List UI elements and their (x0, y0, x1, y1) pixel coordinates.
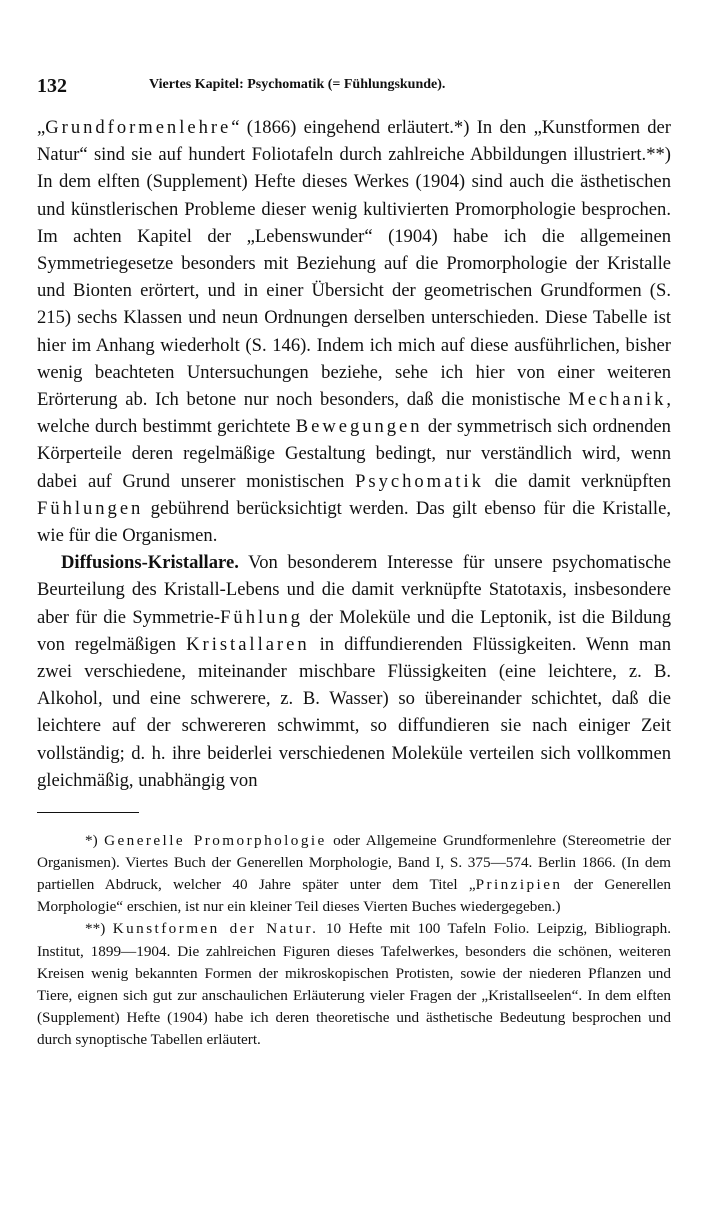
text-segment: der Moleküle und die Leptonik, ist die Bildung von regelmäßigen (37, 606, 672, 655)
spaced-term-kunstformen-der-natur: Kunstformen der Natur. (112, 920, 319, 938)
spaced-term-mechanik: Mechanik (568, 389, 667, 411)
text-segment: 10 Hefte mit 100 Tafeln Folio. Leipzig, Bibliograph. Institut, 1899—1904. Die zahlreichen Figuren dieses Tafelwerkes, besonders die schönen, weiteren Kreisen wenig bekannten Formen der mikroskopischen Protisten, sowie der niederen Pflanzen und Tiere, eignen sich gut zur anschaulichen Erläuterung vieler Fragen der „Kristallseelen“. In dem elften (Supplement) Hefte (1904) habe ich deren theoretische und ästhetische Bedeutung besprochen und durch synoptische Tabellen erläutert. (37, 920, 672, 1048)
text-segment: , welche durch bestimmt gerichtete (37, 389, 671, 438)
footnote-divider (37, 812, 139, 813)
running-head (37, 68, 671, 96)
footnote-marker: **) (85, 920, 113, 938)
spaced-term-grundformenlehre: Grundformenlehre (45, 117, 232, 138)
spaced-term-prinzipien: Prinzipien (475, 876, 563, 894)
text-segment: in diffundierenden Flüssigkeiten. Wenn man zwei verschiedene, miteinander mischbare Flüssigkeiten (eine leichtere, z. B. Alkohol, und eine schwerere, z. B. Wasser) so übereinander schichtet, daß die leichtere auf der schwereren schwimmt, so diffundieren sie nach einiger Zeit vollständig; d. h. ihre beiderlei verschiedenen Moleküle verteilen sich vollkommen gleichmäßig, unabhängig von (37, 633, 671, 791)
paragraph-diffusions-kristallare (37, 549, 671, 794)
text-segment: “ (1866) eingehend erläutert.*) In den „Kunstformen der Natur“ sind sie auf hundert Foliotafeln durch zahlreiche Abbildungen illustriert.**) In dem elften (Supplement) Hefte dieses Werkes (1904) sind auch die ästhetischen und künstlerischen Probleme dieser wenig kultivierten Promorphologie besprochen. Im achten Kapitel der „Lebenswunder“ (1904) habe ich die allgemeinen Symmetriegesetze besonders mit Beziehung auf die Promorphologie der Kristalle und Bionten erörtert, und in einer Übersicht der geometrischen Grundformen (S. 215) sechs Klassen und neun Ordnungen derselben unterschieden. Diese Tabelle ist hier im Anhang wiederholt (S. 146). Indem ich mich auf diese ausführlichen, bisher wenig beachteten Untersuchungen beziehe, sehe ich hier von einer weiteren Erörterung ab. Ich betone nur noch besonders, daß die monistische (37, 117, 671, 411)
spaced-term-bewegungen: Bewegungen (295, 416, 423, 438)
book-page (37, 68, 671, 1051)
text-segment: die damit verknüpften (483, 470, 672, 492)
section-run-in-heading: Diffusions-Kristallare. (61, 552, 239, 574)
paragraph-promorphologie (37, 114, 671, 549)
spaced-term-psychomatik: Psychomatik (355, 470, 484, 492)
text-segment: „ (37, 117, 46, 138)
text-segment: Von besonderem Interesse für unsere psychomatische Beurteilung des Kristall-Lebens und die damit verknüpfte Statotaxis, insbesondere aber für die Symmetrie- (37, 552, 671, 628)
footnote-1 (37, 830, 671, 918)
spaced-term-fuehlungen: Fühlungen (37, 497, 144, 519)
spaced-term-fuehlung: Fühlung (220, 606, 303, 628)
spaced-term-generelle-promorphologie: Generelle Promorphologie (104, 832, 327, 850)
footnote-marker: *) (85, 832, 105, 850)
chapter-title: Viertes Kapitel: Psychomatik (= Fühlungskunde). (149, 77, 446, 92)
footnote-2 (37, 918, 671, 1051)
text-segment: der Generellen Morphologie“ erschien, ist nur ein kleiner Teil dieses Vierten Buches wiedergegeben.) (37, 876, 671, 916)
text-segment: oder Allgemeine Grundformenlehre (Stereometrie der Organismen). Viertes Buch der Generellen Morphologie, Band I, S. 375—574. Berlin 1866. (In dem partiellen Abdruck, welcher 40 Jahre später unter dem Titel „ (37, 832, 671, 894)
text-segment: der symmetrisch sich ordnenden Körperteile deren regelmäßige Gestaltung bedingt, nur verständlich wird, wenn dabei auf Grund unserer monistischen (37, 416, 671, 492)
footnotes (37, 830, 671, 1051)
main-text (37, 114, 671, 794)
spaced-term-kristallaren: Kristallaren (186, 633, 310, 655)
page-number: 132 (37, 75, 67, 97)
text-segment: gebührend berücksichtigt werden. Das gilt ebenso für die Kristalle, wie für die Organismen. (37, 497, 671, 547)
